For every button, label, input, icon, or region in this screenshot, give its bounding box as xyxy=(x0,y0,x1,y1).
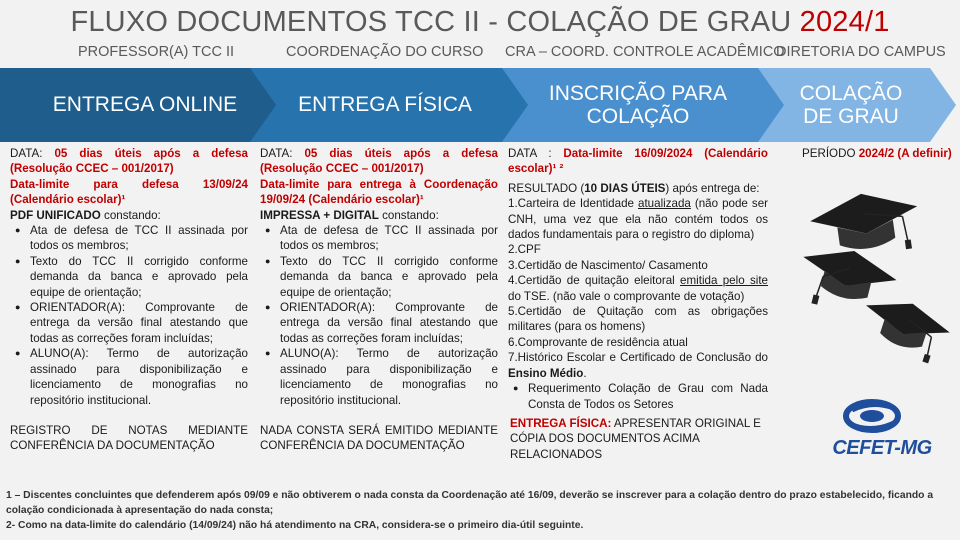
col3-item-1: 1.Carteira de Identidade atualizada (não pode ser CNH, uma vez que ela não contém todos os dados fundamentais para o registro do diploma) xyxy=(508,197,768,242)
graduation-caps-icon xyxy=(800,180,960,380)
col3-item-7: 7.Histórico Escolar e Certificado de Conclusão do Ensino Médio. xyxy=(508,351,768,380)
stage-colacao: COLAÇÃO DE GRAU xyxy=(799,81,903,128)
col3-item-5: 5.Certidão de Quitação com as obrigações militares (para os homens) xyxy=(508,305,768,334)
col2-impressa: IMPRESSA + DIGITAL constando: xyxy=(260,208,439,222)
col1-note: REGISTRO DE NOTAS MEDIANTE CONFERÊNCIA DA DOCUMENTAÇÃO xyxy=(10,423,248,453)
list-item: ● ORIENTADOR(A): Comprovante de entrega da versão final atestando que todas as correções foram incluídas; xyxy=(10,300,248,346)
col3-item-3: 3.Certidão de Nascimento/ Casamento xyxy=(508,258,708,272)
list-item: ● Texto do TCC II corrigido conforme demanda da banca e aprovado pela equipe de orientação; xyxy=(10,254,248,300)
column-entrega-online xyxy=(10,146,248,454)
role-headers xyxy=(0,44,960,64)
col2-limite: Data-limite para entrega à Coordenação 19/09/24 (Calendário escolar)¹ xyxy=(260,177,498,207)
role-cra: CRA – COORD. CONTROLE ACADÊMICO xyxy=(505,44,785,60)
stage-inscricao: INSCRIÇÃO PARA COLAÇÃO xyxy=(548,81,728,128)
col1-pdf: PDF UNIFICADO constando: xyxy=(10,208,161,222)
title-year: 2024/1 xyxy=(799,6,890,38)
col3-resultado: RESULTADO (10 DIAS ÚTEIS) após entrega de: xyxy=(508,181,760,195)
periodo-label: PERÍODO xyxy=(802,147,859,160)
list-item: ● Ata de defesa de TCC II assinada por todos os membros; xyxy=(260,223,498,254)
role-professor: PROFESSOR(A) TCC II xyxy=(78,44,235,60)
col2-list xyxy=(260,223,498,408)
col2-note: NADA CONSTA SERÁ EMITIDO MEDIANTE CONFERÊNCIA DA DOCUMENTAÇÃO xyxy=(260,423,498,453)
page-title xyxy=(0,6,960,39)
stage-entrega-online: ENTREGA ONLINE xyxy=(52,93,238,117)
col1-limite: Data-limite para defesa 13/09/24 (Calendário escolar)¹ xyxy=(10,177,248,207)
footnotes xyxy=(6,489,954,534)
role-diretoria: DIRETORIA DO CAMPUS xyxy=(776,44,946,60)
col3-list xyxy=(508,381,768,412)
list-item: ● ORIENTADOR(A): Comprovante de entrega da versão final atestando que todas as correções foram incluídas; xyxy=(260,300,498,346)
cefet-logo-text: CEFET-MG xyxy=(832,437,932,459)
stage-entrega-fisica: ENTREGA FÍSICA xyxy=(298,93,472,117)
list-item: ● ALUNO(A): Termo de autorização assinado para disponibilização e licenciamento de monografias no repositório institucional. xyxy=(10,346,248,408)
col3-fisica: ENTREGA FÍSICA: APRESENTAR ORIGINAL E CÓPIA DOS DOCUMENTOS ACIMA RELACIONADOS xyxy=(510,416,761,461)
role-coordenacao: COORDENAÇÃO DO CURSO xyxy=(286,44,484,60)
col1-list xyxy=(10,223,248,408)
col3-data: DATA : Data-limite 16/09/2024 (Calendário escolar)¹ ² xyxy=(508,147,768,176)
column-colacao xyxy=(802,146,958,161)
periodo-value: 2024/2 (A definir) xyxy=(858,147,952,160)
footnote-1: 1 – Discentes concluintes que defenderem após 09/09 e não obtiverem o nada consta da Coordenação até 16/09, deverão se inscrever para a colação dentro do prazo estabelecido, ficando a colação condicionada à apresentação do nada consta; xyxy=(6,490,934,516)
column-entrega-fisica xyxy=(260,146,498,454)
footnote-2: 2- Como na data-limite do calendário (14/09/24) não há atendimento na CRA, considera-se o primeiro dia-útil seguinte. xyxy=(6,519,584,531)
col3-item-4: 4.Certidão de quitação eleitoral emitida pelo site do TSE. (não vale o comprovante de votação) xyxy=(508,274,768,303)
list-item: ● Texto do TCC II corrigido conforme demanda da banca e aprovado pela equipe de orientação; xyxy=(260,254,498,300)
list-item: ● Requerimento Colação de Grau com Nada Consta de Todos os Setores xyxy=(508,381,768,412)
col1-data: DATA: 05 dias úteis após a defesa (Resolução CCEC – 001/2017) xyxy=(10,147,248,176)
column-inscricao xyxy=(508,146,768,462)
list-item: ● ALUNO(A): Termo de autorização assinado para disponibilização e licenciamento de monografias no repositório institucional. xyxy=(260,346,498,408)
col2-data: DATA: 05 dias úteis após a defesa (Resolução CCEC – 001/2017) xyxy=(260,147,498,176)
col3-item-6: 6.Comprovante de residência atual xyxy=(508,335,688,349)
list-item: ● Ata de defesa de TCC II assinada por todos os membros; xyxy=(10,223,248,254)
col3-item-2: 2.CPF xyxy=(508,243,541,257)
title-main: FLUXO DOCUMENTOS TCC II - COLAÇÃO DE GRAU xyxy=(70,6,792,38)
